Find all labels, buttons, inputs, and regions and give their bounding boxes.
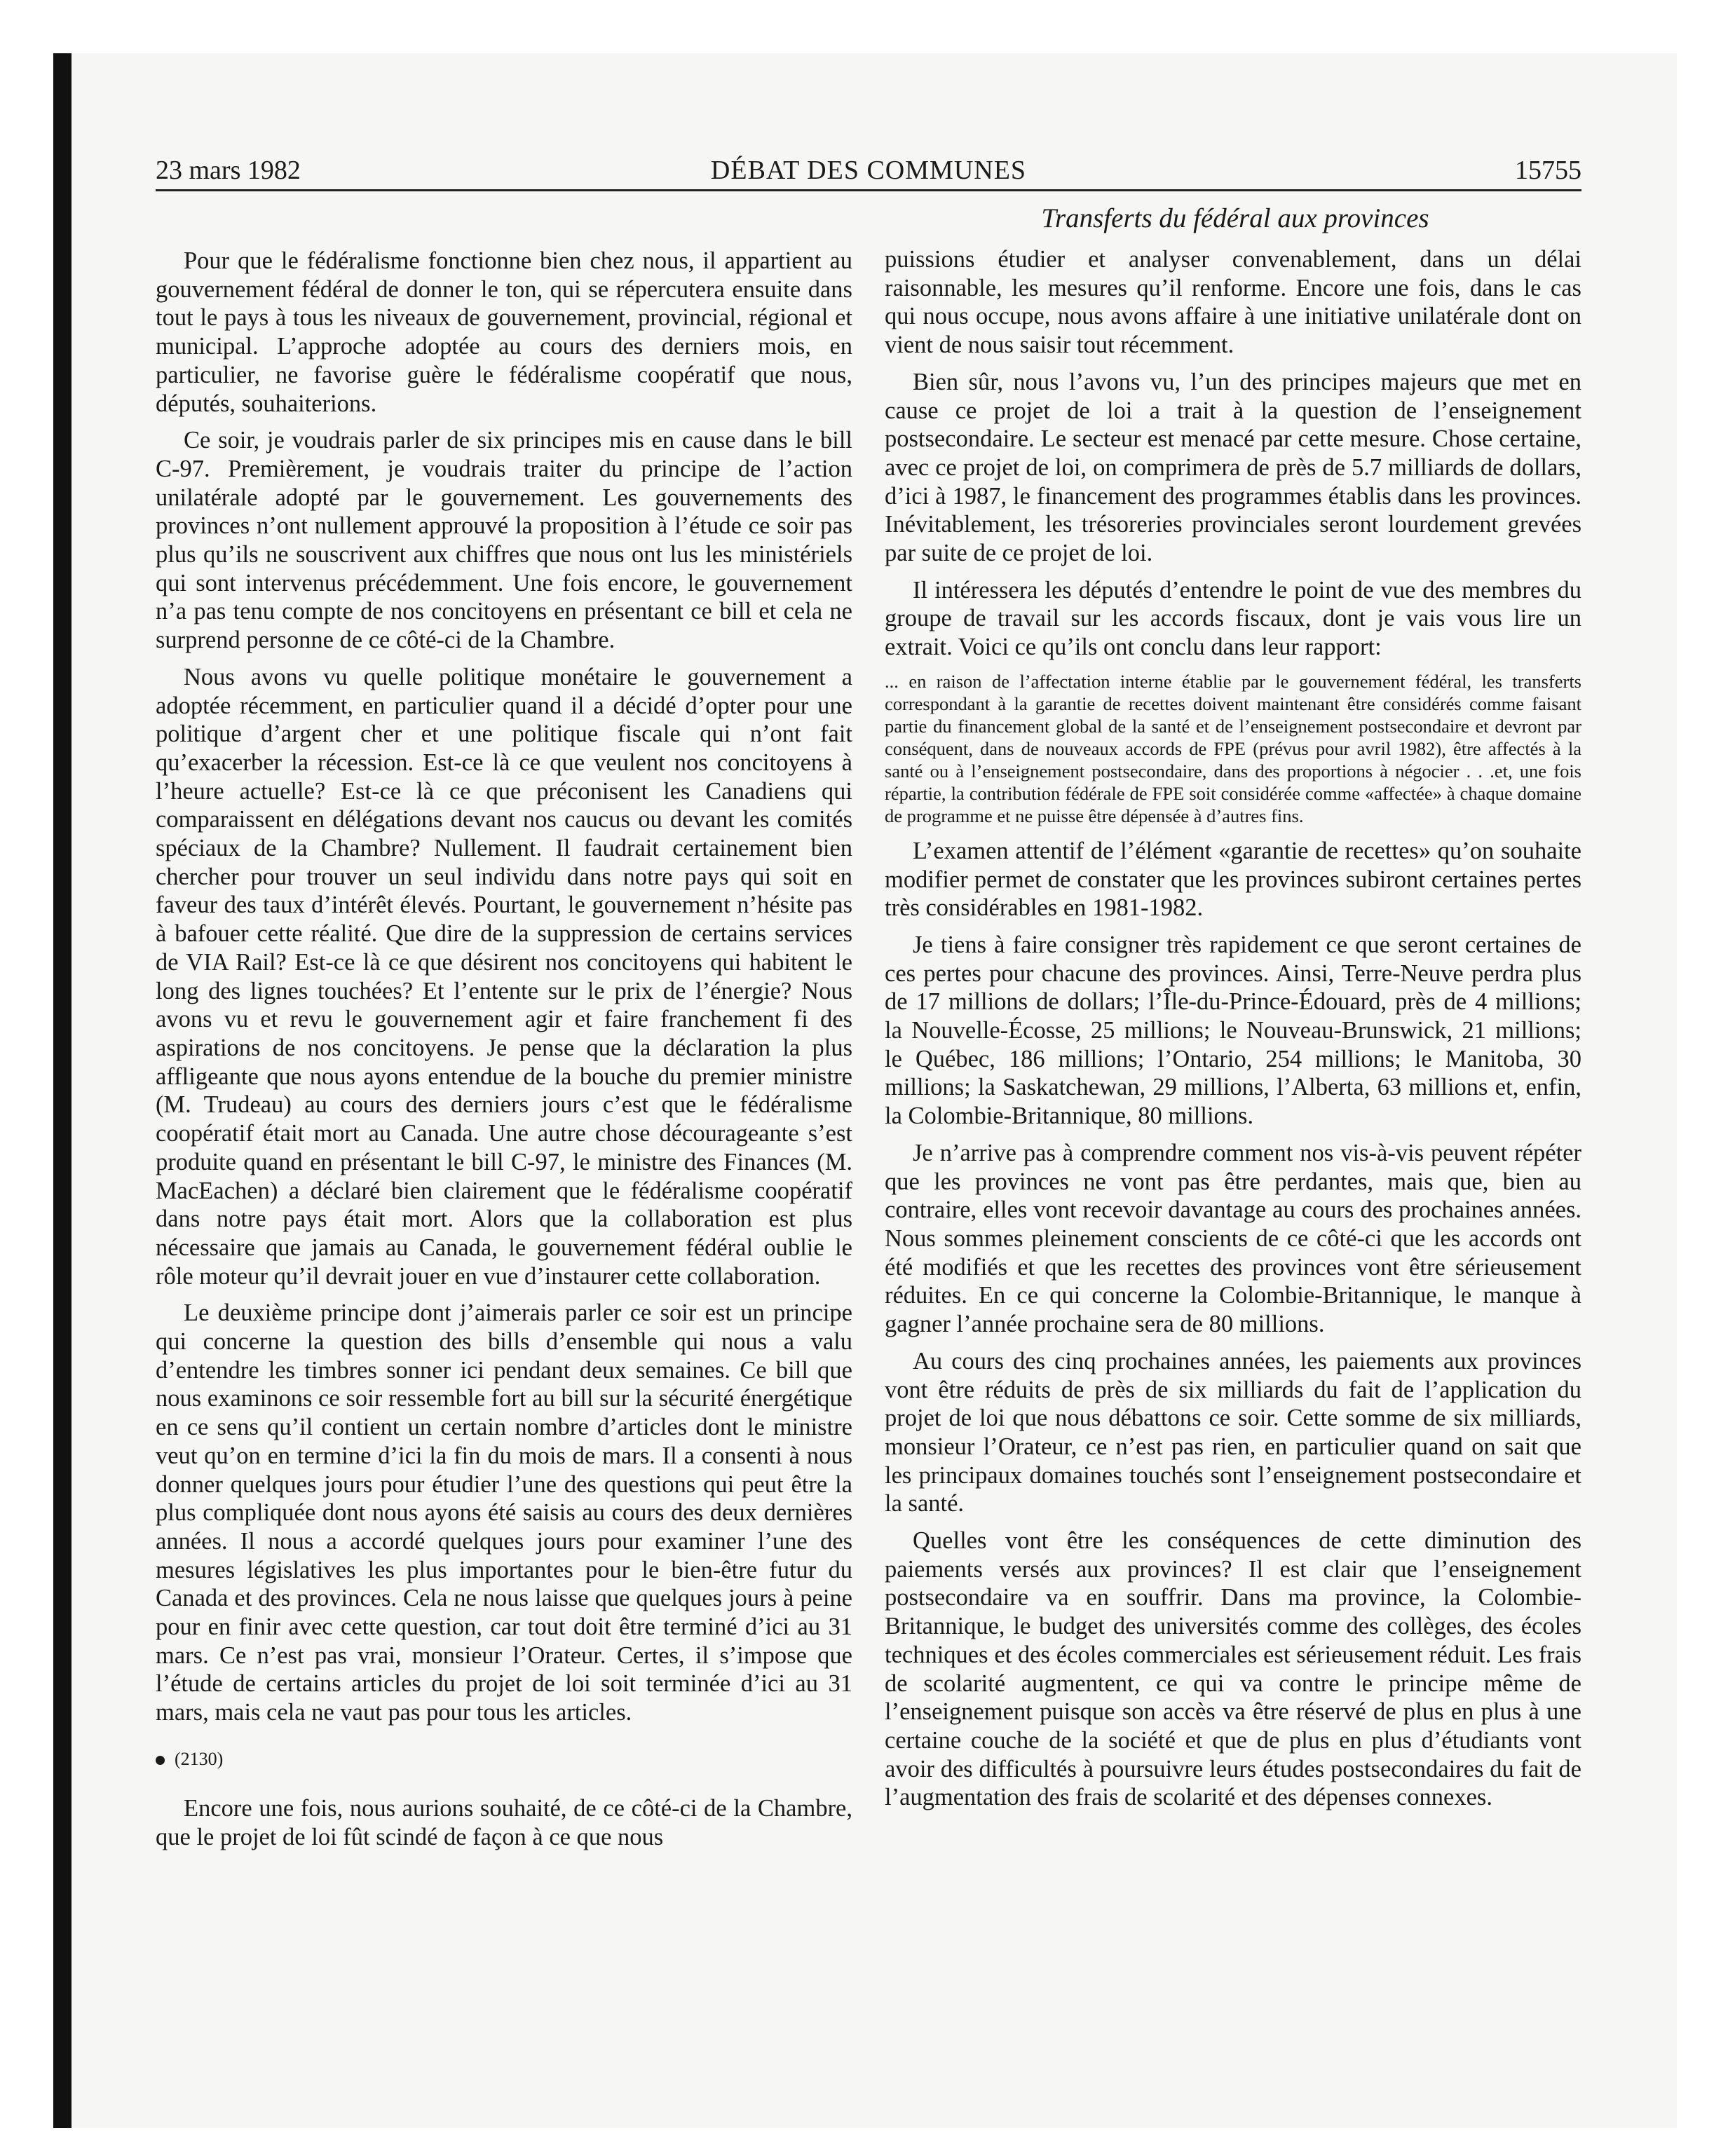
paragraph-continuation: puissions étudier et analyser convenablement, dans un délai raisonnable, les mesures qu’il renforme. Encore une fois, dans le cas qui nous occupe, nous avons affaire à une initiative unilatérale dont on vient de nous saisir tout récemment. bbox=[885, 246, 1581, 359]
paragraph: Au cours des cinq prochaines années, les paiements aux provinces vont être réduits de près de six milliards du fait de l’application du projet de loi que nous débattons ce soir. Cette somme de six milliards, monsieur l’Orateur, ce n’est pas rien, en particulier quand on sait que les principaux domaines touchés sont l’enseignement postsecondaire et la santé. bbox=[885, 1347, 1581, 1517]
header-title: DÉBAT DES COMMUNES bbox=[710, 156, 1027, 185]
section-subheader: Transferts du fédéral aux provinces bbox=[1041, 203, 1429, 233]
paragraph: Bien sûr, nous l’avons vu, l’un des principes majeurs que met en cause ce projet de loi a trait à la question de l’enseignement postsecondaire. Le secteur est menacé par cette mesure. Chose certaine, avec ce projet de loi, on comprimera de près de 5.7 milliards de dollars, d’ici à 1987, le financement des programmes établis dans les provinces. Inévitablement, les trésoreries provinciales seront lourdement grevées par suite de ce projet de loi. bbox=[885, 368, 1581, 567]
paragraph: Ce soir, je voudrais parler de six principes mis en cause dans le bill C-97. Premièrement, je voudrais traiter du principe de l’action unilatérale adopté par le gouvernement. Les gouvernements des provinces n’ont nullement approuvé la proposition à l’étude ce soir pas plus qu’ils ne souscrivent aux chiffres que nous ont lus les ministériels qui sont intervenus précédemment. Une fois encore, le gouvernement n’a pas tenu compte de nos concitoyens en présentant ce bill et cela ne surprend personne de ce côté-ci de la Chambre. bbox=[156, 427, 852, 654]
paragraph: L’examen attentif de l’élément «garantie de recettes» qu’on souhaite modifier permet de constater que les provinces subiront certaines pertes très considérables en 1981-1982. bbox=[885, 837, 1581, 922]
paragraph: Le deuxième principe dont j’aimerais parler ce soir est un principe qui concerne la question des bills d’ensemble qui nous a valu d’entendre les timbres sonner ici pendant deux semaines. Ce bill que nous examinons ce soir ressemble fort au bill sur la sécurité énergétique en ce sens qu’il contient un certain nombre d’articles dont le ministre veut qu’on en termine d’ici la fin du mois de mars. Il a consenti à nous donner quelques jours pour étudier l’une des questions qui peut être la plus compliquée dont nous ayons été saisis au cours des deux dernières années. Il nous a accordé quelques jours pour examiner l’une des mesures législatives les plus importantes pour le bien-être futur du Canada et des provinces. Cela ne nous laisse que quelques jours à peine pour en finir avec cette question, car tout doit être terminé d’ici au 31 mars. Ce n’est pas vrai, monsieur l’Orateur. Certes, il s’impose que l’étude de certains articles du projet de loi soit terminée d’ici au 31 mars, mais cela ne vaut pas pour tous les articles. bbox=[156, 1299, 852, 1726]
paragraph: Je n’arrive pas à comprendre comment nos vis-à-vis peuvent répéter que les provinces ne vont pas être perdantes, mais que, bien au contraire, elles vont recevoir davantage au cours des prochaines années. Nous sommes pleinement conscients de ce côté-ci que les accords ont été modifiés et que les recettes des provinces vont être sérieusement réduites. En ce qui concerne la Colombie-Britannique, le manque à gagner l’année prochaine sera de 80 millions. bbox=[885, 1139, 1581, 1338]
scan-border bbox=[53, 53, 72, 2128]
paragraph: Pour que le fédéralisme fonctionne bien chez nous, il appartient au gouvernement fédéral de donner le ton, qui se répercutera ensuite dans tout le pays à tous les niveaux de gouvernement, provincial, régional et municipal. L’approche adoptée au cours des derniers mois, en particulier, ne favorise guère le fédéralisme coopératif que nous, députés, souhaiterions. bbox=[156, 247, 852, 417]
time-marker bbox=[156, 1745, 852, 1773]
paragraph: Quelles vont être les conséquences de cette diminution des paiements versés aux provinces? Il est clair que l’enseignement postsecondaire va en souffrir. Dans ma province, la Colombie-Britannique, le budget des universités comme des collèges, des écoles techniques et des écoles commerciales est sérieusement réduit. Les frais de scolarité augmentent, ce qui va contre le principe même de l’enseignement puisque son accès va être réservé de plus en plus à une certaine couche de la société et que de plus en plus d’étudiants vont avoir des difficultés à poursuivre leurs études postsecondaires du fait de l’augmentation des frais de scolarité et des dépenses connexes. bbox=[885, 1527, 1581, 1811]
left-column bbox=[156, 247, 852, 2027]
page-number: 15755 bbox=[1515, 156, 1581, 185]
page-header bbox=[156, 151, 1581, 189]
block-quote: ... en raison de l’affectation interne établie par le gouvernement fédéral, les transferts correspondant à la garantie de recettes doivent maintenant être considérés comme faisant partie du financement global de la santé et de l’enseignement postsecondaire et devront par conséquent, dans de nouveaux accords de FPE (prévus pour avril 1982), être affectés à la santé ou à l’enseignement postsecondaire, dans des proportions à négocier . . .et, une fois répartie, la contribution fédérale de FPE soit considérée comme «affectée» à chaque domaine de programme et ne puisse être dépensée à d’autres fins. bbox=[885, 670, 1581, 826]
header-date: 23 mars 1982 bbox=[156, 156, 301, 185]
bullet-icon bbox=[156, 1756, 165, 1765]
time-marker-text: (2130) bbox=[175, 1748, 224, 1769]
paragraph: Je tiens à faire consigner très rapidement ce que seront certaines de ces pertes pour chacune des provinces. Ainsi, Terre-Neuve perdra plus de 17 millions de dollars; l’Île-du-Prince-Édouard, près de 4 millions; la Nouvelle-Écosse, 25 millions; le Nouveau-Brunswick, 21 millions; le Québec, 186 millions; l’Ontario, 254 millions; le Manitoba, 30 millions; la Saskatchewan, 29 millions, l’Alberta, 63 millions et, enfin, la Colombie-Britannique, 80 millions. bbox=[885, 931, 1581, 1130]
header-rule bbox=[156, 189, 1581, 191]
paragraph: Encore une fois, nous aurions souhaité, de ce côté-ci de la Chambre, que le projet de loi fût scindé de façon à ce que nous bbox=[156, 1794, 852, 1850]
paragraph: Nous avons vu quelle politique monétaire le gouvernement a adoptée récemment, en particulier quand il a décidé d’opter pour une politique d’argent cher et une politique fiscale qui n’ont fait qu’exacerber la récession. Est-ce là ce que veulent nos concitoyens à l’heure actuelle? Est-ce là ce que préconisent les Canadiens qui comparaissent en délégations devant nos caucus ou devant les comités spéciaux de la Chambre? Nullement. Il faudrait certainement bien chercher pour trouver un seul individu dans notre pays qui soit en faveur des taux d’intérêt élevés. Pourtant, le gouvernement n’hésite pas à bafouer cette réalité. Que dire de la suppression de certains services de VIA Rail? Est-ce là ce que désirent nos concitoyens qui habitent le long des lignes touchées? Et l’entente sur le prix de l’énergie? Nous avons vu et revu le gouvernement agir et faire franchement fi des aspirations de nos concitoyens. Je pense que la déclaration la plus affligeante que nous ayons entendue de la bouche du premier ministre (M. Trudeau) au cours des derniers jours c’est que le fédéralisme coopératif était mort au Canada. Une autre chose décourageante s’est produite quand en présentant le bill C-97, le ministre des Finances (M. MacEachen) a déclaré bien clairement que le fédéralisme coopératif dans notre pays était mort. Alors que la collaboration est plus nécessaire que jamais au Canada, le gouvernement fédéral oublie le rôle moteur qu’il devrait jouer en vue d’instaurer cette collaboration. bbox=[156, 663, 852, 1290]
right-column bbox=[885, 245, 1581, 2026]
paragraph: Il intéressera les députés d’entendre le point de vue des membres du groupe de travail sur les accords fiscaux, dont je vais vous lire un extrait. Voici ce qu’ils ont conclu dans leur rapport: bbox=[885, 576, 1581, 661]
